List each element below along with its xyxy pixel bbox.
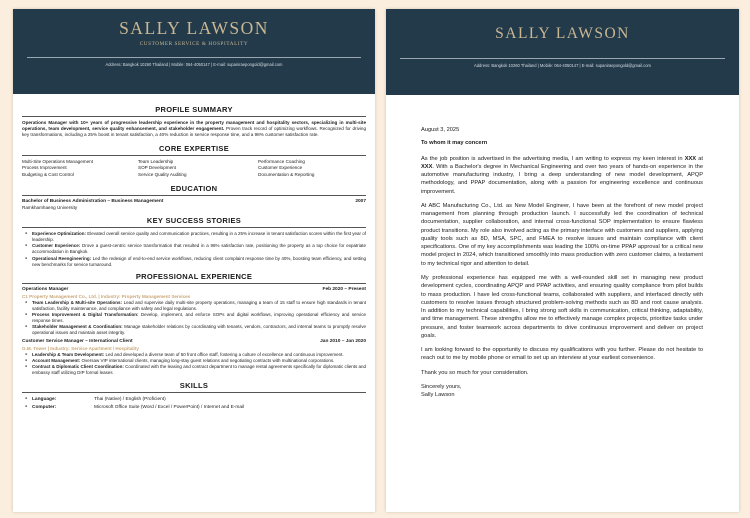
section-divider bbox=[22, 283, 366, 284]
letter-paragraph-4: I am looking forward to the opportunity to discuss my qualifications with you further. Please do not hesitate to reach out to me by mobile phone or email to set up an interview at your earliest convenience. bbox=[421, 347, 703, 362]
letter-name: SALLY LAWSON bbox=[495, 25, 630, 42]
skill-value: Thai (Native) / English (Proficient) bbox=[94, 397, 166, 403]
success-list bbox=[22, 231, 366, 267]
expertise-item: Service Quality Auditing bbox=[138, 171, 187, 177]
job-bullet-text: Develop, implement, and enforce SOPs and digital workflows, improving operational efficiency and service response times. bbox=[32, 312, 366, 323]
job-dates: Jan 2010 – Jan 2020 bbox=[320, 339, 366, 345]
education-year: 2007 bbox=[355, 198, 366, 204]
p1-placeholder-company: XXX bbox=[421, 163, 433, 170]
expertise-item: Customer Experience bbox=[258, 165, 303, 171]
job-bullet-text: Led and developed a diverse team of 50 front office staff, fostering a culture of excellence and continuous improvement. bbox=[104, 351, 344, 357]
expertise-item: Performance Coaching bbox=[258, 158, 305, 164]
success-text: Elevated overall service quality and communication practices, resulting in a 25% increase in tenant satisfaction scores within the first year of leadership. bbox=[32, 231, 366, 243]
section-divider bbox=[22, 155, 366, 156]
success-label: Experience Optimization: bbox=[32, 231, 87, 237]
job-bullet-text: Oversaw VIP international clients, managing long-stay guest relations and negotiating contracts with multinational corporations. bbox=[80, 358, 335, 363]
job-dates: Feb 2020 – Present bbox=[322, 287, 366, 293]
section-divider bbox=[22, 392, 366, 393]
skill-label: ● Language: bbox=[22, 396, 94, 404]
expertise-item: Multi-Site Operations Management bbox=[22, 158, 93, 164]
profile-summary-bold: Operations Manager with 10+ years of progressive leadership experience in the property management and hospitality sectors, specializing in multi-site operations, team development, service quality enhancement, and stakeholder engagement. bbox=[22, 120, 366, 132]
letter-date: August 3, 2025 bbox=[421, 127, 460, 133]
education-heading: EDUCATION bbox=[170, 183, 218, 193]
job-bullet-label: Stakeholder Management & Coordination: bbox=[32, 324, 123, 330]
profile-summary-text bbox=[22, 120, 366, 139]
section-divider bbox=[22, 116, 366, 117]
job-bullet-text: Coordinated with the leasing and contract department to manage rental agreements specifically for diplomatic clients and embassy staff utilizing DIP formal leases bbox=[32, 364, 366, 376]
letter-paragraph-5: Thank you so much for your consideration. bbox=[421, 369, 529, 376]
resume-contact: Address: Bangkok 10260 Thailand | Mobile: 064-4050147 | E-mail: supaniraepongold@gmail.com bbox=[105, 62, 283, 67]
expertise-column bbox=[130, 159, 246, 179]
job-bullet-label: Process Improvement & Digital Transformation: bbox=[32, 312, 139, 318]
letter-paragraph-2: At ABC Manufacturing Co., Ltd. as New Model Engineer, I have been at the forefront of new model project management from planning through production launch. I successfully led the coordination of technical documentation, supplier collaboration, and internal cross-functional SOP implementation to ensure flawless product transitions. My role also involved acting as the primary interface with customers and suppliers, applying quality tools such as 8D, MSA, SPC, and FMEA to resolve issues and maintain compliance with client specifications. One of my key accomplishments was leading the 100% on-time PPAP approval for a critical new model project in 2024, which transitioned smoothly into mass production with zero customer claims, a testament to my technical rigor and attention to detail. bbox=[421, 202, 703, 267]
p1-part: . With a Bachelor's degree in Mechanical Engineering and over two years of hands-on experience in the automotive manufacturing industry, I bring a deep understanding of new model development, APQP methodology, and PPAP documentation, along with a passion for engineering excellence and continuous improvement. bbox=[421, 163, 703, 195]
job-bullet-text: Manage stakeholder relations by coordinating with tenants, vendors, contractors, and internal teams to promptly resolve operational issues and maintain asset integrity. bbox=[32, 324, 366, 336]
profile-summary-heading: PROFILE SUMMARY bbox=[155, 105, 233, 114]
education-school: Ramkhamhaeng University bbox=[22, 205, 78, 210]
success-item bbox=[22, 243, 366, 255]
p1-part: at bbox=[696, 155, 703, 162]
job-company: G.M. Tower | Industry: Service Apartment / Hospitality bbox=[22, 345, 139, 351]
resume-name: SALLY LAWSON bbox=[119, 18, 269, 38]
job-bullets bbox=[22, 300, 366, 336]
success-label: Customer Experience: bbox=[32, 243, 81, 249]
header-divider bbox=[400, 58, 725, 59]
skill-value: Microsoft Office Suite (Word / Excel / PowerPoint) / Internet and E-mail bbox=[94, 404, 245, 410]
education-degree: Bachelor of Business Administration – Business Management bbox=[22, 198, 164, 204]
job-bullet bbox=[22, 352, 366, 358]
success-item bbox=[22, 231, 366, 243]
p1-part: As the job position is advertised in the advertising media, I am writing to express my keen interest in bbox=[421, 155, 685, 162]
letter-closing: Sincerely yours, bbox=[421, 383, 462, 390]
job-bullet bbox=[22, 364, 366, 376]
letter-signature: Sally Lawson bbox=[421, 392, 455, 399]
job-bullet-label: Team Leadership & Multi-site Operations: bbox=[32, 299, 122, 305]
section-divider bbox=[22, 195, 366, 196]
job-company: C1 Property Management Co., Ltd. | Industry: Property Management Services bbox=[22, 293, 191, 299]
experience-heading: PROFESSIONAL EXPERIENCE bbox=[135, 272, 253, 282]
skill-row bbox=[22, 396, 366, 404]
expertise-item: SOP Development bbox=[138, 165, 176, 171]
skill-row bbox=[22, 404, 366, 412]
job-bullet bbox=[22, 324, 366, 336]
letter-paragraph-3: My professional experience has equipped me with a well-rounded skill set in managing new product development cycles, coordinating APQP and PPAP activities, and ensuring quality compliance from pilot builds to mass production. I have led cross-functional teams, collaborated with suppliers, and interfaced directly with customers to resolve issues through structured problem-solving methods such as 8D and root cause analysis. In addition to my technical capabilities, I bring strong soft skills in communication, critical thinking, adaptability, and time management. These strengths allow me to effectively manage complex projects, prioritize tasks under pressure, and foster teamwork across departments to drive continuous improvement and deliver on project goals. bbox=[421, 274, 703, 339]
job-bullet bbox=[22, 358, 366, 364]
job-bullet-text: Lead and supervise daily multi-site property operations, managing a team of 15 staff to ensure high standards in tenant satisfaction, facility maintenance, and compliance with safety and legal regulations. bbox=[32, 299, 367, 311]
expertise-column bbox=[22, 159, 130, 179]
key-success-heading: KEY SUCCESS STORIES bbox=[146, 216, 242, 226]
profile-summary-rest: Proven track record of optimizing workflows. Recognized for driving key transformations, including a 25% boost in tenant satisfaction, a 40% reduction in service response time, and a 98% customer satisfaction rate. bbox=[22, 126, 367, 138]
section-divider bbox=[22, 227, 366, 228]
job-bullet-label: Contract & Diplomatic Client Coordination: bbox=[32, 364, 124, 370]
letter-salutation: To whom it may concern bbox=[421, 140, 488, 147]
success-label: Operational Reengineering: bbox=[32, 255, 92, 261]
expertise-item: Team Leadership bbox=[138, 158, 174, 164]
success-item bbox=[22, 256, 366, 268]
job-bullet-label: Account Management: bbox=[32, 358, 81, 363]
core-expertise-grid bbox=[22, 159, 366, 179]
skills-heading: SKILLS bbox=[179, 381, 209, 391]
success-text: Led the redesign of end-to-end service workflows, reducing client complaint response time by 40%, boosting team efficiency, and setting new benchmarks for service turnaround. bbox=[32, 255, 367, 267]
success-text: Drove a guest-centric service transformation that resulted in a 98% satisfaction rate, positioning the property as a top choice for expatriate accommodation in Bangkok. bbox=[32, 243, 366, 255]
resume-header bbox=[13, 9, 375, 94]
job-role: Operations Manager bbox=[22, 287, 69, 293]
job-bullet-label: Leadership & Team Development: bbox=[32, 351, 105, 357]
letter-header bbox=[386, 9, 739, 95]
letter-contact: Address: Bangkok 10260 Thailand | Mobile: 064-4050147 | E-mail: supaniraepongold@gmail.com bbox=[474, 63, 651, 68]
expertise-item: Process Improvement bbox=[22, 165, 67, 171]
letter-paragraph-1 bbox=[421, 155, 703, 196]
skills-list bbox=[22, 396, 366, 411]
skill-label: ● Computer: bbox=[22, 404, 94, 412]
job-bullets bbox=[22, 352, 366, 377]
job-bullet bbox=[22, 300, 366, 312]
header-divider bbox=[27, 57, 361, 58]
letter-body bbox=[386, 95, 739, 399]
resume-subtitle: CUSTOMER SERVICE & HOSPITALITY bbox=[139, 41, 249, 47]
job-bullet bbox=[22, 312, 366, 324]
cover-letter-page bbox=[386, 9, 739, 512]
p1-placeholder-position: XXX bbox=[684, 155, 697, 162]
resume-page bbox=[13, 9, 375, 512]
expertise-column bbox=[246, 159, 366, 179]
job-role: Customer Service Manager – International Client bbox=[22, 339, 133, 345]
expertise-item: Budgeting & Cost Control bbox=[22, 171, 74, 177]
expertise-item: Documentation & Reporting bbox=[258, 171, 315, 177]
core-expertise-heading: CORE EXPERTISE bbox=[158, 143, 230, 153]
